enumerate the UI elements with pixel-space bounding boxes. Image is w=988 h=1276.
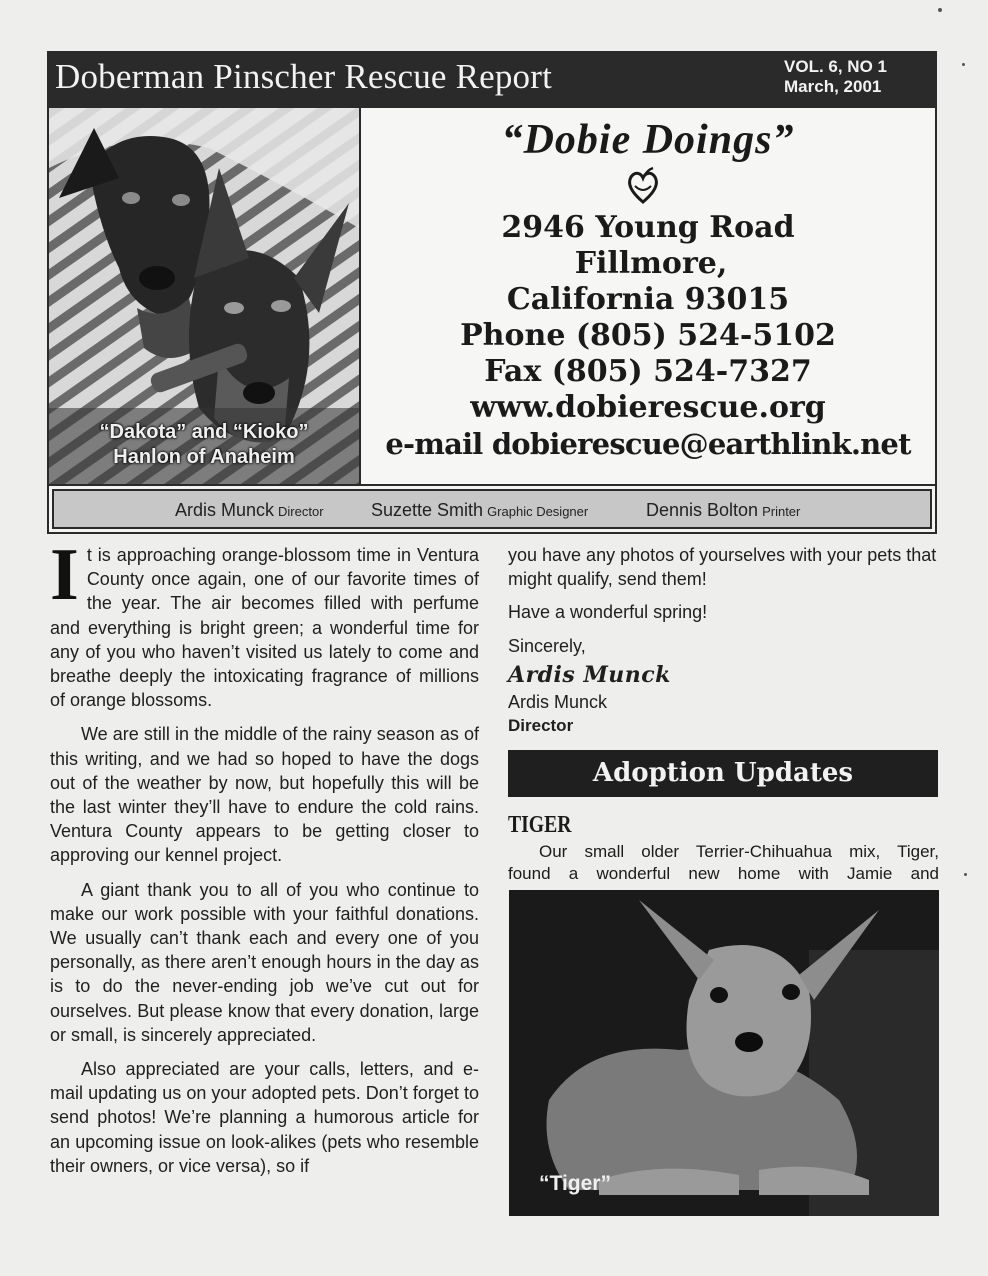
contact-panel — [361, 108, 935, 484]
staff-role: Printer — [762, 504, 801, 519]
tiger-photo — [509, 890, 939, 1216]
signer-name: Ardis Munck — [508, 691, 608, 712]
staff-bar — [47, 484, 937, 534]
photo-caption-line2: Hanlon of Anaheim — [113, 446, 295, 468]
letter-column-right — [508, 543, 940, 738]
staff-name: Suzette Smith — [371, 500, 484, 520]
letter-closing: Sincerely, — [508, 635, 586, 656]
letter-paragraph: you have any photos of yourselves with your pets that might qualify, send them! — [508, 545, 937, 590]
letter-paragraph: Also appreciated are your calls, letters, and e-mail updating us on your adopted pets. Don’t forget to send photos! We’re planning a humorous article for an upcoming issue on look-alikes (pets who resemble their owners, or vice versa), so if — [50, 1059, 479, 1176]
tiger-line1: Our small older Terrier-Chihuahua mix, Tiger, — [539, 842, 939, 861]
fax: Fax (805) 524-7327 — [484, 354, 812, 389]
signature: Ardis Munck — [508, 661, 671, 688]
tiger-line2: found a wonderful new home with Jamie and — [508, 864, 939, 883]
photo-caption — [49, 420, 359, 470]
speck — [962, 63, 965, 66]
heart-icon — [625, 166, 661, 206]
staff-name: Ardis Munck — [175, 500, 275, 520]
tiger-story — [508, 841, 939, 885]
issue-volume: VOL. 6, NO 1 — [784, 57, 887, 76]
speck — [938, 8, 942, 12]
tiger-photo-caption: “Tiger” — [539, 1172, 611, 1195]
hero-box — [47, 108, 937, 486]
signer-title: Director — [508, 716, 574, 736]
address-line1: 2946 Young Road — [501, 210, 795, 245]
address-block — [361, 210, 935, 462]
masthead-title: Doberman Pinscher Rescue Report — [55, 57, 553, 96]
photo-caption-line1: “Dakota” and “Kioko” — [99, 421, 309, 443]
letter-paragraph: It is approaching orange-blossom time in Ventura County once again, one of our favorite times of the year. The air becomes filled with perfume and everything is bright green; a wonderful time for any of you who haven’t visited us lately to come and breathe deeply the intoxicating fragrance of millions of orange blossoms. — [50, 534, 479, 711]
newsletter-name: “Dobie Doings” — [501, 117, 795, 163]
letter-column-left — [50, 534, 479, 1188]
address-line3: California 93015 — [506, 282, 790, 317]
email: e-mail dobierescue@earthlink.net — [385, 427, 911, 461]
dobermans-photo — [49, 108, 361, 484]
website: www.dobierescue.org — [470, 390, 826, 425]
phone: Phone (805) 524-5102 — [460, 318, 836, 353]
letter-paragraph: A giant thank you to all of you who continue to make our work possible with your faithful donations. We usually can’t thank each and every one of you personally, as there aren’t enough hours in the day as is to do the never-ending job we’ve cut out for ourselves. But please know that every donation, large or small, is sincerely appreciated. — [50, 879, 479, 1045]
speck — [964, 873, 967, 876]
staff-printer — [646, 500, 800, 521]
drop-cap: I — [50, 534, 79, 616]
issue-date: March, 2001 — [784, 77, 882, 96]
staff-designer — [371, 500, 588, 521]
masthead — [47, 51, 937, 108]
staff-role: Graphic Designer — [487, 504, 589, 519]
staff-role: Director — [278, 504, 324, 519]
address-line2: Fillmore, — [574, 246, 728, 281]
staff-bar-inner — [52, 489, 932, 529]
staff-name: Dennis Bolton — [646, 500, 759, 520]
letter-paragraph: Have a wonderful spring! — [508, 602, 708, 623]
tiger-heading: TIGER — [508, 812, 572, 838]
adoption-updates-banner: Adoption Updates — [508, 750, 938, 797]
staff-director — [175, 500, 324, 521]
letter-paragraph: We are still in the middle of the rainy season as of this writing, and we had so hoped to have the dogs out of the weather by now, but hopefully this will be the last winter they’ll have to endure the cold rains. Ventura County appears to be getting closer to approving our kennel project. — [50, 724, 479, 866]
tiger-illustration — [509, 890, 939, 1216]
issue-info — [784, 57, 887, 97]
